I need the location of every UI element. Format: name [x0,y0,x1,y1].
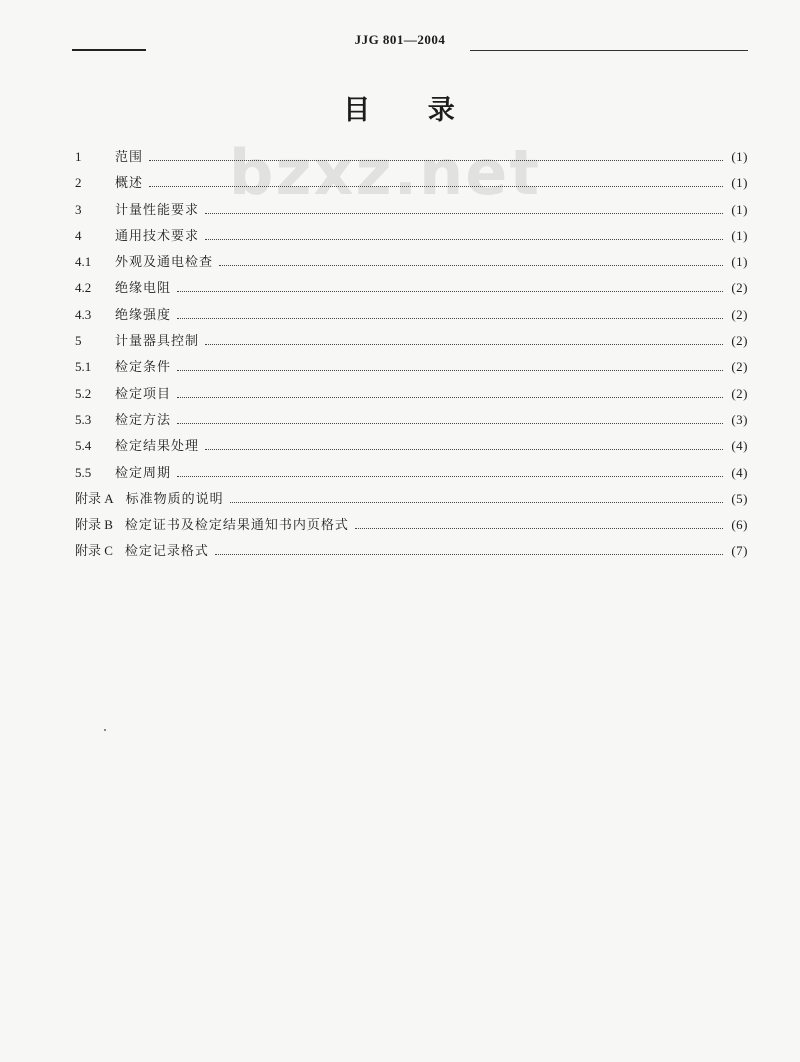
toc-entry-title: 标准物质的说明 [125,491,224,507]
toc-entry-title: 概述 [115,176,144,192]
toc-entry-title: 绝缘电阻 [115,281,172,297]
toc-entry-number: 4 [75,227,82,243]
toc-entry-page: (1) [731,201,748,217]
toc-entry-number: 5.2 [75,385,92,401]
toc-leader-dots [219,264,723,266]
toc-entry-title: 检定条件 [115,360,172,376]
toc-entry[interactable] [75,172,748,198]
toc-entry-title: 范围 [115,150,144,165]
toc-entry-number: 附录 C [75,543,113,559]
toc-entry-page: (1) [731,227,748,243]
toc-entry[interactable] [75,409,748,435]
toc-entry[interactable] [75,277,748,303]
toc-entry[interactable] [75,488,748,514]
toc-leader-dots [205,343,723,345]
toc-leader-dots [149,159,723,161]
toc-entry[interactable] [75,540,748,566]
toc-leader-dots [205,212,723,214]
toc-entry[interactable] [75,199,748,225]
watermark: bzxz.net [229,136,541,209]
toc-entry-title: 通用技术要求 [115,228,200,244]
toc-entry-page: (1) [731,175,748,191]
toc-entry-title: 检定证书及检定结果通知书内页格式 [124,518,349,534]
toc-entry-title: 检定周期 [115,465,172,481]
toc-leader-dots [230,501,724,503]
toc-entry-page: (1) [731,254,748,270]
toc-entry-number: 5 [75,333,82,349]
toc-entry-page: (5) [731,490,748,506]
toc-entry-page: (6) [731,517,748,533]
toc-entry-number: 附录 B [75,517,113,533]
toc-entry-title: 绝缘强度 [115,307,172,323]
toc-entry-number: 4.1 [75,254,92,270]
toc-entry-page: (2) [731,306,748,322]
toc-entry[interactable] [75,146,748,172]
toc-entry-title: 计量性能要求 [115,202,200,218]
toc-leader-dots [177,369,723,371]
toc-entry-number: 2 [75,175,82,191]
toc-entry-page: (2) [731,280,748,296]
toc-entry-number: 5.1 [75,359,92,375]
toc-entry-title: 检定记录格式 [124,544,209,560]
toc-entry-page: (4) [731,438,748,454]
toc-entry-page: (2) [731,333,748,349]
toc-entry[interactable] [75,225,748,251]
toc-entry-number: 5.3 [75,411,92,427]
toc-entry[interactable] [75,330,748,356]
toc-leader-dots [215,553,723,555]
toc-entry-number: 5.5 [75,464,92,480]
scan-speck [104,729,106,731]
toc-entry-number: 1 [75,149,82,164]
page-title: 目 录 [343,95,457,126]
toc-entry-number: 附录 A [75,490,114,506]
toc-entry[interactable] [75,251,748,277]
toc-entry-title: 检定项目 [115,386,172,402]
toc-leader-dots [177,422,723,424]
toc-entry-number: 4.2 [75,280,92,296]
toc-leader-dots [149,185,723,187]
toc-entry-title: 外观及通电检查 [115,255,214,271]
toc-entry-page: (3) [731,411,748,427]
toc-leader-dots [177,396,723,398]
toc-leader-dots [177,475,723,477]
toc-entry-page: (1) [731,149,748,164]
toc-entry-number: 5.4 [75,438,92,454]
toc-entry-page: (4) [731,464,748,480]
header-rule-left [72,49,146,51]
table-of-contents [75,146,748,567]
toc-entry[interactable] [75,462,748,488]
toc-leader-dots [177,290,723,292]
toc-entry-page: (7) [731,543,748,559]
toc-entry-title: 检定结果处理 [115,439,200,455]
toc-entry-title: 计量器具控制 [115,334,200,350]
header-rule-right [470,50,748,51]
toc-entry[interactable] [75,435,748,461]
toc-entry-page: (2) [731,385,748,401]
toc-entry-page: (2) [731,359,748,375]
toc-entry-title: 检定方法 [115,412,172,428]
toc-leader-dots [177,317,723,319]
toc-entry[interactable] [75,304,748,330]
toc-entry-number: 4.3 [75,306,92,322]
toc-leader-dots [205,448,723,450]
header-standard-code: JJG 801—2004 [354,32,446,47]
toc-entry[interactable] [75,356,748,382]
toc-entry[interactable] [75,383,748,409]
toc-leader-dots [355,527,723,529]
toc-entry-number: 3 [75,201,82,217]
toc-leader-dots [205,238,723,240]
toc-entry[interactable] [75,514,748,540]
